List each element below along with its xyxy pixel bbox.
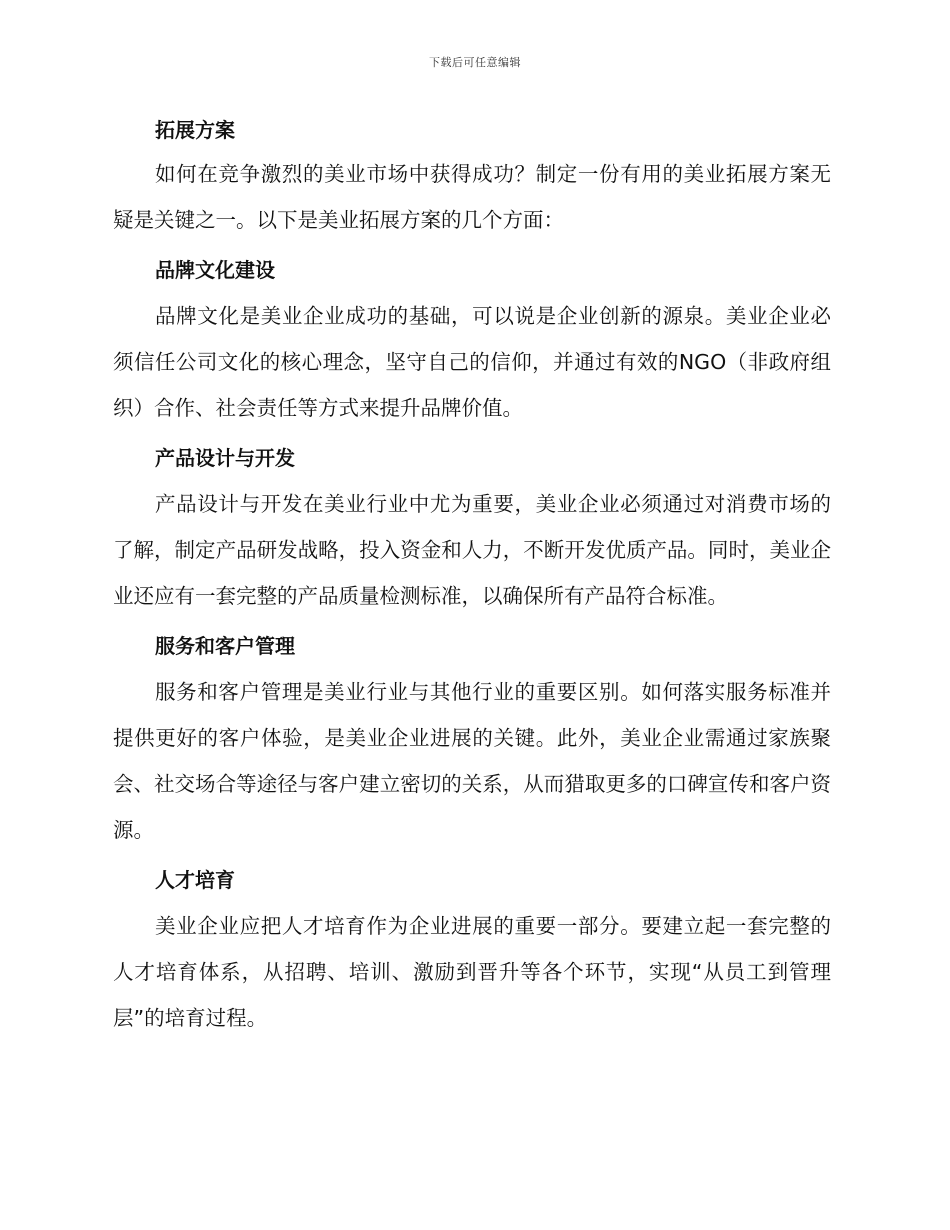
- section-heading-product: 产品设计与开发: [155, 446, 295, 470]
- section-heading-service: 服务和客户管理: [155, 634, 295, 658]
- intro-paragraph: 如何在竞争激烈的美业市场中获得成功？制定一份有用的美业拓展方案无疑是关键之一。以下是美业拓展方案的几个方面：: [113, 162, 831, 232]
- section-heading-brand: 品牌文化建设: [155, 258, 275, 282]
- document-title: 拓展方案: [155, 118, 235, 142]
- document-content: [113, 108, 831, 1041]
- section-body-product: 产品设计与开发在美业行业中尤为重要，美业企业必须通过对消费市场的了解，制定产品研发战略，投入资金和人力，不断开发优质产品。同时，美业企业还应有一套完整的产品质量检测标准，以确保所有产品符合标准。: [113, 492, 831, 608]
- section-body-talent: 美业企业应把人才培育作为企业进展的重要一部分。要建立起一套完整的人才培育体系，从招聘、培训、激励到晋升等各个环节，实现“从员工到管理层”的培育过程。: [113, 914, 831, 1030]
- section-body-brand: 品牌文化是美业企业成功的基础，可以说是企业创新的源泉。美业企业必须信任公司文化的核心理念，坚守自己的信仰，并通过有效的NGO（非政府组织）合作、社会责任等方式来提升品牌价值。: [113, 304, 831, 420]
- header-note: 下载后可任意编辑: [429, 56, 521, 69]
- section-body-service: 服务和客户管理是美业行业与其他行业的重要区别。如何落实服务标准并提供更好的客户体验，是美业企业进展的关键。此外，美业企业需通过家族聚会、社交场合等途径与客户建立密切的关系，从而猎取更多的口碑宣传和客户资源。: [113, 680, 831, 842]
- section-heading-talent: 人才培育: [155, 868, 235, 892]
